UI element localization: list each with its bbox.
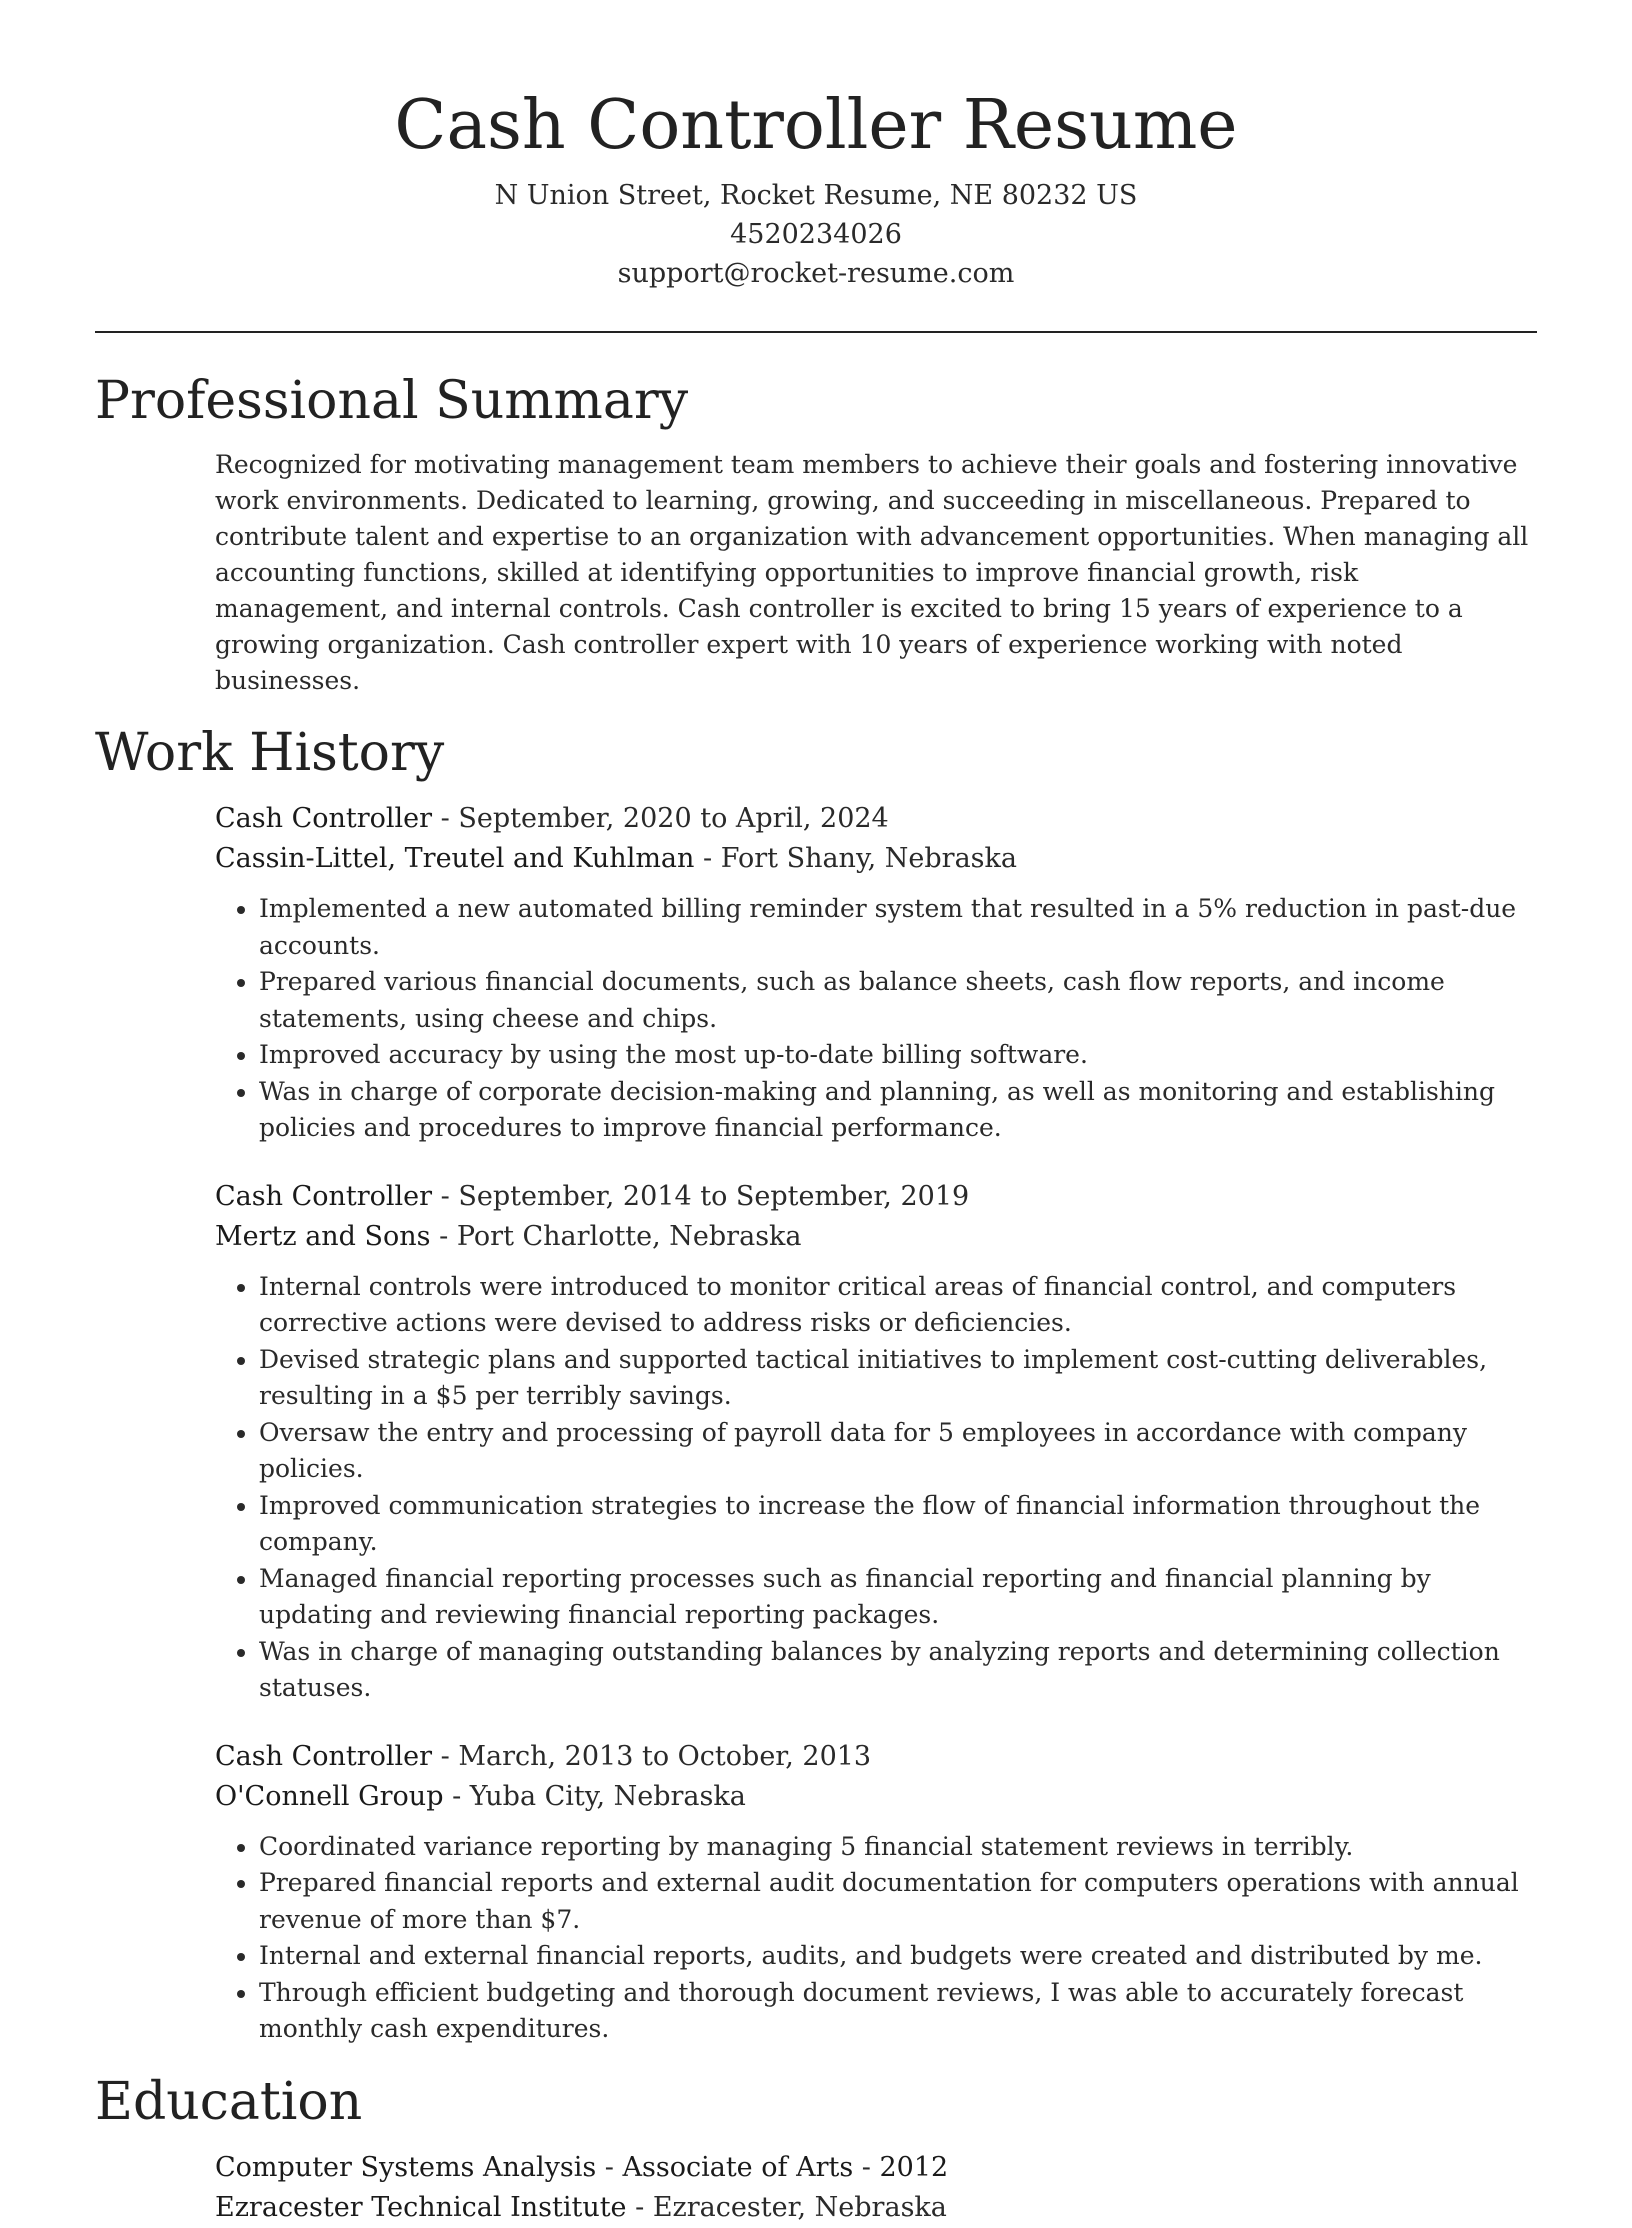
list-item: • Was in charge of corporate decision-making and planning, as well as monitoring and establishing policies and procedures to improve financial performance. [259, 1074, 1537, 1147]
separator: - [626, 2191, 653, 2223]
job-company: Cassin-Littel, Treutel and Kuhlman [215, 843, 695, 874]
job-company-line [215, 839, 1537, 879]
education-field: Computer Systems Analysis [215, 2151, 597, 2183]
job-location: Fort Shany, Nebraska [720, 843, 1017, 874]
list-item: • Devised strategic plans and supported tactical initiatives to implement cost-cutting deliverables, resulting in a $5 per terribly savings. [259, 1342, 1537, 1415]
list-item: • Coordinated variance reporting by managing 5 financial statement reviews in terribly. [259, 1829, 1537, 1866]
job-entry [215, 1177, 1537, 1707]
education-heading: Education [95, 2071, 363, 2132]
education-list [95, 2148, 1537, 2228]
job-entry [215, 1737, 1537, 2048]
list-item: • Internal and external financial reports, audits, and budgets were created and distributed by me. [259, 1938, 1537, 1975]
resume-header [95, 0, 1537, 333]
separator: - [694, 843, 721, 874]
job-location: Port Charlotte, Nebraska [456, 1220, 802, 1252]
list-item: • Oversaw the entry and processing of payroll data for 5 employees in accordance with company policies. [259, 1415, 1537, 1488]
job-company-line [215, 1217, 1537, 1257]
header-divider [95, 331, 1537, 333]
job-dates: March, 2013 to October, 2013 [458, 1740, 872, 1772]
jobs-list [95, 799, 1537, 2048]
job-company-line [215, 1777, 1537, 1817]
education-school-line [215, 2188, 1537, 2228]
page-title: Cash Controller Resume [394, 86, 1238, 165]
education-location: Ezracester, Nebraska [652, 2191, 947, 2223]
job-dates: September, 2020 to April, 2024 [458, 803, 889, 834]
job-title-line [215, 799, 1537, 839]
job-role: Cash Controller [215, 1740, 433, 1772]
separator: - [443, 1780, 470, 1812]
list-item: • Internal controls were introduced to monitor critical areas of financial control, and computers corrective actions were devised to address risks or deficiencies. [259, 1269, 1537, 1342]
summary-body [95, 447, 1537, 699]
list-item: • Prepared various financial documents, such as balance sheets, cash flow reports, and income statements, using cheese and chips. [259, 964, 1537, 1037]
list-item: • Improved communication strategies to increase the flow of financial information throughout the company. [259, 1488, 1537, 1561]
job-company: Mertz and Sons [215, 1220, 431, 1252]
separator: - [432, 1740, 459, 1772]
job-bullets [215, 1829, 1537, 2048]
job-company: O'Connell Group [215, 1780, 444, 1812]
job-location: Yuba City, Nebraska [469, 1780, 746, 1812]
address-text: N Union Street, Rocket Resume, NE 80232 US [494, 180, 1138, 211]
email-text: support@rocket-resume.com [617, 258, 1015, 289]
phone-text: 4520234026 [730, 219, 902, 250]
separator: - [853, 2151, 880, 2183]
list-item: • Improved accuracy by using the most up-to-date billing software. [259, 1037, 1537, 1074]
work-history-section [95, 721, 1537, 2048]
education-year: 2012 [879, 2151, 949, 2183]
list-item: • Implemented a new automated billing reminder system that resulted in a 5% reduction in past-due accounts. [259, 891, 1537, 964]
list-item: • Managed financial reporting processes such as financial reporting and financial planning by updating and reviewing financial reporting packages. [259, 1561, 1537, 1634]
separator: - [430, 1220, 457, 1252]
education-degree: Associate of Arts [622, 2151, 854, 2183]
separator: - [432, 803, 459, 834]
job-title-line [215, 1177, 1537, 1217]
job-role: Cash Controller [215, 1180, 433, 1212]
contact-block [95, 176, 1537, 293]
education-section [95, 2070, 1537, 2228]
list-item: • Through efficient budgeting and thorough document reviews, I was able to accurately forecast monthly cash expenditures. [259, 1975, 1537, 2048]
job-title-line [215, 1737, 1537, 1777]
job-bullets [215, 891, 1537, 1147]
job-bullets [215, 1269, 1537, 1707]
list-item: • Was in charge of managing outstanding balances by analyzing reports and determining collection statuses. [259, 1634, 1537, 1707]
summary-text: Recognized for motivating management team members to achieve their goals and fostering innovative work environments. Dedicated to learning, growing, and succeeding in miscellaneous. Prepared to contribute talent and expertise to an organization with advancement opportunities. When managing all accounting functions, skilled at identifying opportunities to improve financial growth, risk management, and internal controls. Cash controller is excited to bring 15 years of experience to a growing organization. Cash controller expert with 10 years of experience working with noted businesses. [215, 450, 1529, 695]
education-school: Ezracester Technical Institute [215, 2191, 627, 2223]
separator: - [432, 1180, 459, 1212]
separator: - [596, 2151, 623, 2183]
list-item: • Prepared financial reports and external audit documentation for computers operations with annual revenue of more than $7. [259, 1865, 1537, 1938]
work-history-heading: Work History [95, 723, 445, 783]
education-entry [215, 2148, 1537, 2228]
job-entry [215, 799, 1537, 1147]
summary-section [95, 369, 1537, 699]
job-dates: September, 2014 to September, 2019 [458, 1180, 970, 1212]
summary-heading: Professional Summary [95, 371, 689, 431]
education-degree-line [215, 2148, 1537, 2188]
job-role: Cash Controller [215, 803, 433, 834]
